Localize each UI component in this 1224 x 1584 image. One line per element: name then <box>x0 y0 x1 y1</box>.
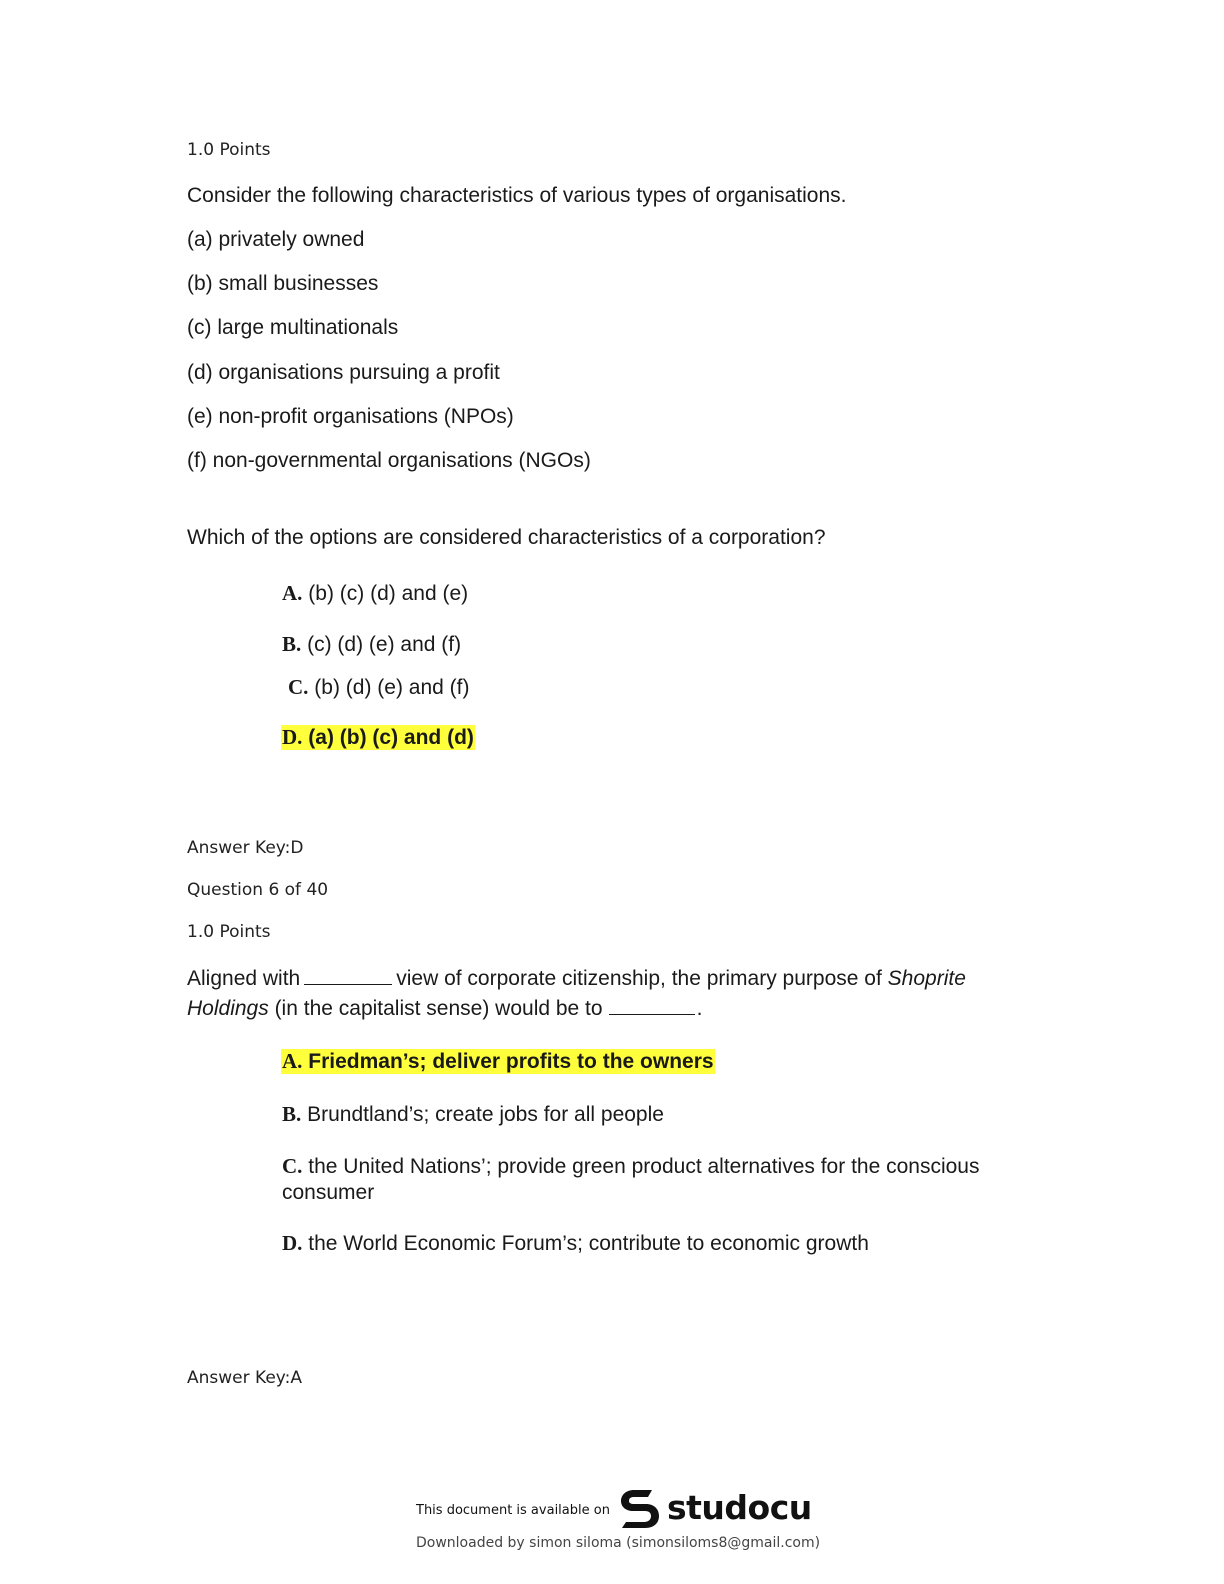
stem-text: (in the capitalist sense) would be to <box>274 997 603 1020</box>
q5-option-d-correct <box>281 725 475 750</box>
q6-number: Question 6 of 40 <box>187 880 329 900</box>
q6-stem-line1 <box>187 966 966 991</box>
studocu-brand: studocu <box>667 1488 812 1527</box>
q5-option-b <box>282 632 461 657</box>
answer-blank <box>609 996 695 1015</box>
q6-answer-key: Answer Key:A <box>187 1368 302 1388</box>
footer-available-text: This document is available on <box>416 1503 610 1518</box>
option-letter: B. <box>282 1102 302 1126</box>
q5-item-a: (a) privately owned <box>187 228 365 251</box>
option-text: (c) (d) (e) and (f) <box>307 633 462 656</box>
option-text: the World Economic Forum’s; contribute to economic growth <box>308 1232 869 1255</box>
option-letter: A. <box>282 1049 303 1073</box>
q5-intro: Consider the following characteristics of various types of organisations. <box>187 184 847 207</box>
q6-option-d <box>282 1231 869 1256</box>
option-text: the United Nations’; provide green product alternatives for the conscious consumer <box>282 1155 980 1204</box>
option-letter: D. <box>282 1231 303 1255</box>
q5-answer-key: Answer Key:D <box>187 838 304 858</box>
q5-item-e: (e) non-profit organisations (NPOs) <box>187 405 514 428</box>
option-text: Brundtland’s; create jobs for all people <box>307 1103 664 1126</box>
q6-option-c <box>282 1153 1032 1206</box>
option-text: (b) (c) (d) and (e) <box>308 582 469 605</box>
q5-points: 1.0 Points <box>187 140 271 160</box>
option-text: (b) (d) (e) and (f) <box>314 676 470 699</box>
q5-item-d: (d) organisations pursuing a profit <box>187 361 500 384</box>
q6-option-a-correct <box>281 1049 715 1074</box>
answer-highlight <box>281 725 475 750</box>
option-letter: A. <box>282 581 303 605</box>
company-name: Holdings <box>187 997 269 1020</box>
q5-item-c: (c) large multinationals <box>187 316 399 339</box>
answer-blank <box>304 966 392 985</box>
answer-highlight <box>281 1049 715 1074</box>
stem-text: Aligned with <box>187 967 301 990</box>
q5-option-a <box>282 581 468 606</box>
studocu-logo-icon <box>618 1486 662 1532</box>
stem-text: view of corporate citizenship, the primary purpose of <box>396 967 882 990</box>
q6-stem-line2 <box>187 996 702 1021</box>
q6-option-b <box>282 1102 664 1127</box>
company-name: Shoprite <box>887 967 966 990</box>
q5-question: Which of the options are considered characteristics of a corporation? <box>187 526 826 549</box>
option-letter: C. <box>282 1154 303 1178</box>
option-letter: C. <box>288 675 309 699</box>
option-text: Friedman’s; deliver profits to the owners <box>308 1050 714 1073</box>
option-letter: D. <box>282 725 303 749</box>
stem-end: . <box>696 997 703 1020</box>
footer-downloaded-by: Downloaded by simon siloma (simonsiloms8@gmail.com) <box>416 1535 821 1551</box>
option-text: (a) (b) (c) and (d) <box>308 726 474 749</box>
q5-item-b: (b) small businesses <box>187 272 379 295</box>
q5-option-c <box>288 675 469 700</box>
option-letter: B. <box>282 632 302 656</box>
q6-points: 1.0 Points <box>187 922 271 942</box>
q5-item-f: (f) non-governmental organisations (NGOs) <box>187 449 591 472</box>
